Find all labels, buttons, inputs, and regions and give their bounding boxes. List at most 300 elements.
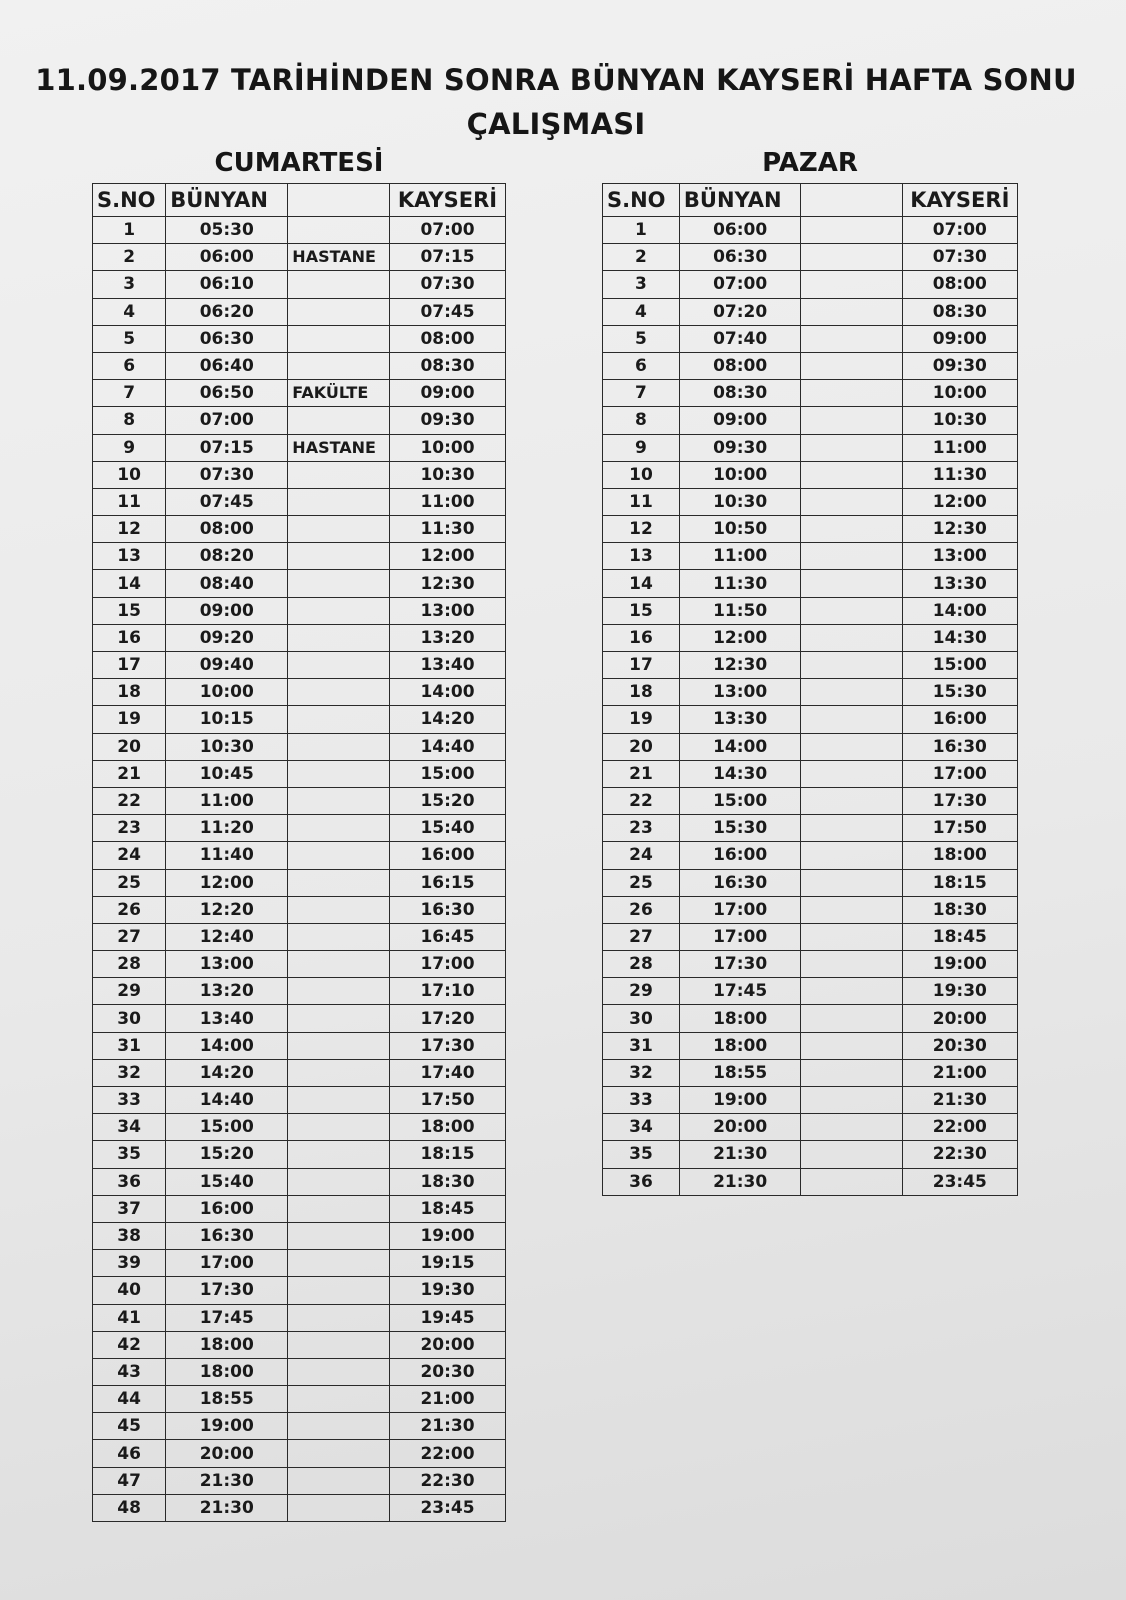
cell-kayseri-time: 12:30 bbox=[390, 570, 506, 597]
cell-kayseri-time: 21:30 bbox=[390, 1413, 506, 1440]
cell-kayseri-time: 20:30 bbox=[390, 1358, 506, 1385]
table-row bbox=[603, 1141, 1018, 1168]
table-header-row bbox=[603, 184, 1018, 217]
cell-kayseri-time: 09:30 bbox=[390, 407, 506, 434]
cell-note bbox=[288, 1331, 390, 1358]
table-row bbox=[93, 1413, 506, 1440]
table-row bbox=[603, 407, 1018, 434]
cell-bunyan-time: 21:30 bbox=[679, 1141, 800, 1168]
cell-sno: 4 bbox=[93, 298, 166, 325]
table-row bbox=[603, 842, 1018, 869]
table-row bbox=[603, 516, 1018, 543]
cell-sno: 25 bbox=[603, 869, 680, 896]
cell-sno: 24 bbox=[603, 842, 680, 869]
table-row bbox=[93, 624, 506, 651]
cell-bunyan-time: 12:30 bbox=[679, 652, 800, 679]
header-bunyan: BÜNYAN bbox=[166, 184, 288, 217]
cell-note bbox=[288, 706, 390, 733]
cell-bunyan-time: 06:20 bbox=[166, 298, 288, 325]
document-title-line1: 11.09.2017 TARİHİNDEN SONRA BÜNYAN KAYSERİ HAFTA SONU bbox=[35, 63, 1077, 97]
cell-kayseri-time: 23:45 bbox=[390, 1494, 506, 1521]
table-row bbox=[93, 652, 506, 679]
table-row bbox=[93, 244, 506, 271]
cell-bunyan-time: 07:00 bbox=[679, 271, 800, 298]
cell-note bbox=[288, 298, 390, 325]
cell-note bbox=[288, 815, 390, 842]
cell-sno: 48 bbox=[93, 1494, 166, 1521]
cell-bunyan-time: 18:00 bbox=[166, 1331, 288, 1358]
cell-sno: 21 bbox=[603, 760, 680, 787]
cell-bunyan-time: 18:00 bbox=[679, 1032, 800, 1059]
cell-note bbox=[288, 407, 390, 434]
cell-sno: 42 bbox=[93, 1331, 166, 1358]
cell-kayseri-time: 19:00 bbox=[390, 1222, 506, 1249]
cell-sno: 37 bbox=[93, 1195, 166, 1222]
cell-note bbox=[801, 352, 902, 379]
cell-bunyan-time: 07:20 bbox=[679, 298, 800, 325]
cell-sno: 29 bbox=[603, 978, 680, 1005]
table-row bbox=[93, 1386, 506, 1413]
cell-kayseri-time: 14:00 bbox=[390, 679, 506, 706]
cell-note bbox=[801, 1005, 902, 1032]
table-row bbox=[603, 706, 1018, 733]
cell-bunyan-time: 14:20 bbox=[166, 1059, 288, 1086]
cell-note bbox=[801, 733, 902, 760]
table-row bbox=[93, 1250, 506, 1277]
cell-kayseri-time: 17:50 bbox=[902, 815, 1017, 842]
header-note bbox=[288, 184, 390, 217]
cell-bunyan-time: 17:45 bbox=[166, 1304, 288, 1331]
cell-bunyan-time: 21:30 bbox=[166, 1494, 288, 1521]
cell-kayseri-time: 13:30 bbox=[902, 570, 1017, 597]
table-row bbox=[93, 951, 506, 978]
cell-kayseri-time: 13:20 bbox=[390, 624, 506, 651]
cell-sno: 23 bbox=[93, 815, 166, 842]
cell-bunyan-time: 08:00 bbox=[166, 516, 288, 543]
cell-kayseri-time: 16:15 bbox=[390, 869, 506, 896]
cell-note bbox=[801, 597, 902, 624]
cell-bunyan-time: 06:50 bbox=[166, 380, 288, 407]
cell-kayseri-time: 09:00 bbox=[390, 380, 506, 407]
cell-sno: 25 bbox=[93, 869, 166, 896]
table-row bbox=[603, 597, 1018, 624]
cell-note bbox=[288, 1386, 390, 1413]
cell-bunyan-time: 12:20 bbox=[166, 896, 288, 923]
cell-kayseri-time: 18:30 bbox=[902, 896, 1017, 923]
table-row bbox=[93, 896, 506, 923]
cell-kayseri-time: 19:15 bbox=[390, 1250, 506, 1277]
cell-note bbox=[801, 679, 902, 706]
table-row bbox=[93, 352, 506, 379]
cell-note bbox=[288, 1168, 390, 1195]
table-row bbox=[93, 488, 506, 515]
table-row bbox=[93, 733, 506, 760]
table-row bbox=[93, 1304, 506, 1331]
cell-sno: 47 bbox=[93, 1467, 166, 1494]
cell-note bbox=[288, 1494, 390, 1521]
header-bunyan: BÜNYAN bbox=[679, 184, 800, 217]
cell-sno: 20 bbox=[603, 733, 680, 760]
cell-bunyan-time: 09:00 bbox=[679, 407, 800, 434]
cell-bunyan-time: 14:30 bbox=[679, 760, 800, 787]
table-row bbox=[93, 1114, 506, 1141]
table-row bbox=[603, 244, 1018, 271]
cell-kayseri-time: 19:30 bbox=[902, 978, 1017, 1005]
cell-kayseri-time: 22:30 bbox=[390, 1467, 506, 1494]
cell-note bbox=[801, 815, 902, 842]
cell-bunyan-time: 11:50 bbox=[679, 597, 800, 624]
cell-kayseri-time: 22:30 bbox=[902, 1141, 1017, 1168]
table-row bbox=[93, 869, 506, 896]
cell-sno: 30 bbox=[603, 1005, 680, 1032]
table-row bbox=[93, 516, 506, 543]
cell-sno: 11 bbox=[93, 488, 166, 515]
cell-sno: 18 bbox=[603, 679, 680, 706]
cell-note bbox=[801, 869, 902, 896]
cell-note bbox=[801, 244, 902, 271]
cell-sno: 39 bbox=[93, 1250, 166, 1277]
cell-bunyan-time: 12:40 bbox=[166, 923, 288, 950]
sunday-table-body bbox=[603, 217, 1018, 1196]
table-row bbox=[603, 1032, 1018, 1059]
cell-bunyan-time: 06:40 bbox=[166, 352, 288, 379]
cell-kayseri-time: 11:30 bbox=[902, 461, 1017, 488]
cell-kayseri-time: 17:30 bbox=[902, 787, 1017, 814]
cell-note bbox=[288, 1467, 390, 1494]
cell-note bbox=[801, 951, 902, 978]
cell-kayseri-time: 21:30 bbox=[902, 1087, 1017, 1114]
cell-kayseri-time: 08:00 bbox=[390, 325, 506, 352]
cell-note bbox=[288, 1440, 390, 1467]
cell-sno: 6 bbox=[93, 352, 166, 379]
cell-kayseri-time: 21:00 bbox=[902, 1059, 1017, 1086]
cell-sno: 17 bbox=[603, 652, 680, 679]
cell-kayseri-time: 07:45 bbox=[390, 298, 506, 325]
cell-bunyan-time: 06:00 bbox=[679, 217, 800, 244]
cell-note bbox=[288, 597, 390, 624]
table-row bbox=[93, 380, 506, 407]
cell-kayseri-time: 17:00 bbox=[390, 951, 506, 978]
cell-note bbox=[801, 271, 902, 298]
cell-sno: 22 bbox=[93, 787, 166, 814]
cell-sno: 35 bbox=[93, 1141, 166, 1168]
cell-sno: 11 bbox=[603, 488, 680, 515]
cell-note bbox=[288, 570, 390, 597]
cell-kayseri-time: 09:00 bbox=[902, 325, 1017, 352]
table-row bbox=[93, 1195, 506, 1222]
cell-note bbox=[288, 1222, 390, 1249]
cell-sno: 2 bbox=[603, 244, 680, 271]
cell-bunyan-time: 06:30 bbox=[166, 325, 288, 352]
cell-sno: 16 bbox=[603, 624, 680, 651]
cell-bunyan-time: 16:30 bbox=[166, 1222, 288, 1249]
cell-sno: 4 bbox=[603, 298, 680, 325]
cell-note bbox=[801, 325, 902, 352]
cell-note bbox=[801, 1087, 902, 1114]
cell-bunyan-time: 17:45 bbox=[679, 978, 800, 1005]
cell-sno: 28 bbox=[603, 951, 680, 978]
cell-sno: 21 bbox=[93, 760, 166, 787]
cell-sno: 26 bbox=[603, 896, 680, 923]
cell-sno: 28 bbox=[93, 951, 166, 978]
cell-kayseri-time: 15:30 bbox=[902, 679, 1017, 706]
table-row bbox=[93, 1440, 506, 1467]
cell-note bbox=[288, 760, 390, 787]
header-sno: S.NO bbox=[93, 184, 166, 217]
cell-sno: 19 bbox=[603, 706, 680, 733]
cell-bunyan-time: 14:00 bbox=[679, 733, 800, 760]
cell-sno: 8 bbox=[603, 407, 680, 434]
cell-note bbox=[801, 488, 902, 515]
cell-bunyan-time: 10:50 bbox=[679, 516, 800, 543]
cell-sno: 13 bbox=[93, 543, 166, 570]
cell-sno: 12 bbox=[93, 516, 166, 543]
cell-sno: 7 bbox=[93, 380, 166, 407]
cell-sno: 20 bbox=[93, 733, 166, 760]
table-row bbox=[603, 352, 1018, 379]
header-kayseri: KAYSERİ bbox=[390, 184, 506, 217]
cell-sno: 41 bbox=[93, 1304, 166, 1331]
cell-bunyan-time: 06:10 bbox=[166, 271, 288, 298]
cell-bunyan-time: 09:20 bbox=[166, 624, 288, 651]
cell-kayseri-time: 19:30 bbox=[390, 1277, 506, 1304]
cell-kayseri-time: 13:00 bbox=[902, 543, 1017, 570]
cell-sno: 15 bbox=[603, 597, 680, 624]
cell-bunyan-time: 13:40 bbox=[166, 1005, 288, 1032]
cell-bunyan-time: 08:30 bbox=[679, 380, 800, 407]
cell-sno: 6 bbox=[603, 352, 680, 379]
cell-note bbox=[801, 706, 902, 733]
cell-sno: 16 bbox=[93, 624, 166, 651]
cell-bunyan-time: 16:00 bbox=[679, 842, 800, 869]
cell-sno: 35 bbox=[603, 1141, 680, 1168]
cell-kayseri-time: 08:00 bbox=[902, 271, 1017, 298]
cell-bunyan-time: 06:30 bbox=[679, 244, 800, 271]
cell-sno: 32 bbox=[93, 1059, 166, 1086]
cell-bunyan-time: 08:40 bbox=[166, 570, 288, 597]
cell-sno: 38 bbox=[93, 1222, 166, 1249]
cell-sno: 10 bbox=[603, 461, 680, 488]
cell-bunyan-time: 07:45 bbox=[166, 488, 288, 515]
cell-sno: 17 bbox=[93, 652, 166, 679]
table-header-row bbox=[93, 184, 506, 217]
cell-kayseri-time: 07:00 bbox=[390, 217, 506, 244]
cell-bunyan-time: 09:00 bbox=[166, 597, 288, 624]
table-row bbox=[93, 597, 506, 624]
cell-note bbox=[288, 217, 390, 244]
cell-kayseri-time: 15:00 bbox=[902, 652, 1017, 679]
cell-kayseri-time: 07:00 bbox=[902, 217, 1017, 244]
cell-note bbox=[288, 978, 390, 1005]
cell-sno: 1 bbox=[603, 217, 680, 244]
cell-bunyan-time: 11:00 bbox=[166, 787, 288, 814]
cell-sno: 10 bbox=[93, 461, 166, 488]
table-row bbox=[93, 1168, 506, 1195]
cell-note bbox=[801, 407, 902, 434]
cell-bunyan-time: 10:00 bbox=[679, 461, 800, 488]
cell-bunyan-time: 19:00 bbox=[166, 1413, 288, 1440]
cell-bunyan-time: 15:30 bbox=[679, 815, 800, 842]
cell-bunyan-time: 10:15 bbox=[166, 706, 288, 733]
cell-note bbox=[801, 1114, 902, 1141]
table-row bbox=[93, 407, 506, 434]
cell-kayseri-time: 08:30 bbox=[390, 352, 506, 379]
cell-bunyan-time: 18:55 bbox=[679, 1059, 800, 1086]
cell-note bbox=[288, 842, 390, 869]
cell-kayseri-time: 14:40 bbox=[390, 733, 506, 760]
table-row bbox=[93, 271, 506, 298]
cell-bunyan-time: 10:45 bbox=[166, 760, 288, 787]
table-row bbox=[603, 787, 1018, 814]
table-row bbox=[93, 1277, 506, 1304]
cell-note bbox=[288, 624, 390, 651]
cell-kayseri-time: 17:30 bbox=[390, 1032, 506, 1059]
cell-bunyan-time: 11:40 bbox=[166, 842, 288, 869]
cell-sno: 27 bbox=[603, 923, 680, 950]
cell-kayseri-time: 21:00 bbox=[390, 1386, 506, 1413]
cell-sno: 34 bbox=[93, 1114, 166, 1141]
table-row bbox=[603, 760, 1018, 787]
cell-kayseri-time: 17:40 bbox=[390, 1059, 506, 1086]
table-row bbox=[93, 1032, 506, 1059]
cell-kayseri-time: 15:20 bbox=[390, 787, 506, 814]
cell-bunyan-time: 21:30 bbox=[679, 1168, 800, 1195]
cell-bunyan-time: 18:00 bbox=[679, 1005, 800, 1032]
cell-sno: 45 bbox=[93, 1413, 166, 1440]
cell-bunyan-time: 09:40 bbox=[166, 652, 288, 679]
cell-kayseri-time: 18:30 bbox=[390, 1168, 506, 1195]
table-row bbox=[603, 1059, 1018, 1086]
table-row bbox=[603, 896, 1018, 923]
cell-sno: 9 bbox=[603, 434, 680, 461]
cell-kayseri-time: 17:10 bbox=[390, 978, 506, 1005]
table-row bbox=[603, 624, 1018, 651]
cell-note: FAKÜLTE bbox=[288, 380, 390, 407]
table-row bbox=[93, 1087, 506, 1114]
cell-note bbox=[801, 1168, 902, 1195]
cell-kayseri-time: 20:30 bbox=[902, 1032, 1017, 1059]
cell-note bbox=[288, 1195, 390, 1222]
table-row bbox=[603, 978, 1018, 1005]
cell-note bbox=[288, 543, 390, 570]
cell-sno: 18 bbox=[93, 679, 166, 706]
cell-sno: 3 bbox=[93, 271, 166, 298]
table-row bbox=[603, 951, 1018, 978]
cell-bunyan-time: 05:30 bbox=[166, 217, 288, 244]
cell-note bbox=[288, 1032, 390, 1059]
cell-kayseri-time: 18:00 bbox=[902, 842, 1017, 869]
cell-bunyan-time: 10:30 bbox=[166, 733, 288, 760]
table-row bbox=[93, 325, 506, 352]
cell-kayseri-time: 18:15 bbox=[902, 869, 1017, 896]
cell-kayseri-time: 09:30 bbox=[902, 352, 1017, 379]
cell-note bbox=[801, 978, 902, 1005]
cell-note bbox=[801, 434, 902, 461]
cell-bunyan-time: 09:30 bbox=[679, 434, 800, 461]
cell-bunyan-time: 06:00 bbox=[166, 244, 288, 271]
table-row bbox=[603, 869, 1018, 896]
cell-bunyan-time: 18:00 bbox=[166, 1358, 288, 1385]
sunday-heading: PAZAR bbox=[762, 148, 858, 178]
cell-sno: 33 bbox=[603, 1087, 680, 1114]
cell-bunyan-time: 13:00 bbox=[679, 679, 800, 706]
cell-bunyan-time: 19:00 bbox=[679, 1087, 800, 1114]
cell-note bbox=[288, 869, 390, 896]
table-row bbox=[93, 1059, 506, 1086]
table-row bbox=[93, 842, 506, 869]
cell-sno: 46 bbox=[93, 1440, 166, 1467]
saturday-heading: CUMARTESİ bbox=[214, 148, 384, 178]
cell-kayseri-time: 14:00 bbox=[902, 597, 1017, 624]
sunday-schedule-table bbox=[602, 183, 1018, 1196]
cell-sno: 34 bbox=[603, 1114, 680, 1141]
cell-kayseri-time: 07:30 bbox=[902, 244, 1017, 271]
cell-sno: 36 bbox=[603, 1168, 680, 1195]
table-row bbox=[93, 461, 506, 488]
cell-note: HASTANE bbox=[288, 244, 390, 271]
header-sno: S.NO bbox=[603, 184, 680, 217]
table-row bbox=[93, 1358, 506, 1385]
table-row bbox=[93, 679, 506, 706]
cell-bunyan-time: 12:00 bbox=[679, 624, 800, 651]
table-row bbox=[603, 298, 1018, 325]
cell-bunyan-time: 14:40 bbox=[166, 1087, 288, 1114]
table-row bbox=[93, 923, 506, 950]
cell-bunyan-time: 21:30 bbox=[166, 1467, 288, 1494]
cell-kayseri-time: 18:15 bbox=[390, 1141, 506, 1168]
cell-sno: 31 bbox=[93, 1032, 166, 1059]
cell-note bbox=[288, 1304, 390, 1331]
cell-kayseri-time: 16:30 bbox=[390, 896, 506, 923]
cell-bunyan-time: 15:40 bbox=[166, 1168, 288, 1195]
cell-bunyan-time: 12:00 bbox=[166, 869, 288, 896]
table-row bbox=[603, 570, 1018, 597]
table-row bbox=[603, 733, 1018, 760]
cell-sno: 19 bbox=[93, 706, 166, 733]
cell-note bbox=[288, 1141, 390, 1168]
saturday-schedule-table bbox=[92, 183, 506, 1522]
cell-bunyan-time: 08:20 bbox=[166, 543, 288, 570]
cell-sno: 9 bbox=[93, 434, 166, 461]
table-row bbox=[603, 543, 1018, 570]
cell-note bbox=[801, 652, 902, 679]
cell-kayseri-time: 07:30 bbox=[390, 271, 506, 298]
cell-kayseri-time: 11:30 bbox=[390, 516, 506, 543]
cell-note bbox=[801, 298, 902, 325]
cell-sno: 5 bbox=[93, 325, 166, 352]
cell-sno: 36 bbox=[93, 1168, 166, 1195]
cell-sno: 33 bbox=[93, 1087, 166, 1114]
cell-note bbox=[801, 760, 902, 787]
cell-bunyan-time: 10:30 bbox=[679, 488, 800, 515]
cell-note bbox=[801, 1059, 902, 1086]
cell-sno: 22 bbox=[603, 787, 680, 814]
table-row bbox=[93, 760, 506, 787]
cell-kayseri-time: 16:45 bbox=[390, 923, 506, 950]
document-title bbox=[0, 58, 1112, 146]
cell-sno: 29 bbox=[93, 978, 166, 1005]
table-row bbox=[603, 815, 1018, 842]
cell-sno: 43 bbox=[93, 1358, 166, 1385]
cell-sno: 27 bbox=[93, 923, 166, 950]
table-row bbox=[603, 271, 1018, 298]
cell-note bbox=[801, 516, 902, 543]
table-row bbox=[93, 815, 506, 842]
cell-kayseri-time: 20:00 bbox=[390, 1331, 506, 1358]
cell-note bbox=[288, 787, 390, 814]
cell-note bbox=[288, 951, 390, 978]
cell-sno: 40 bbox=[93, 1277, 166, 1304]
